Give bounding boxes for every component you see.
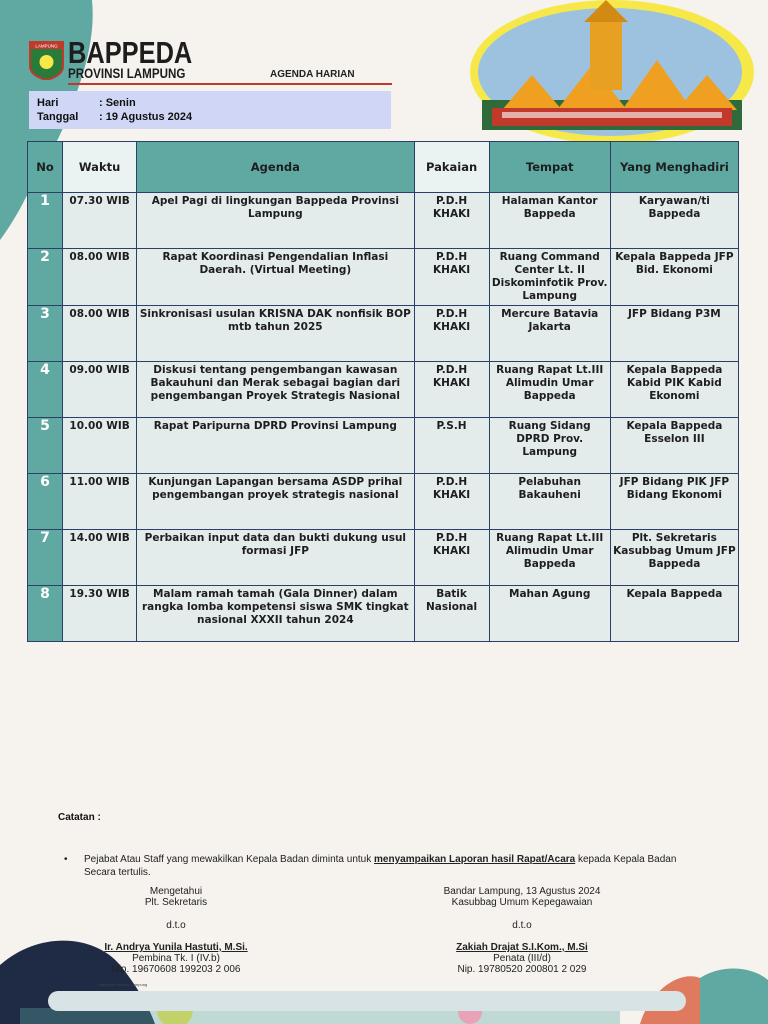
org-title: BAPPEDA [68,35,193,70]
cell-agenda: Malam ramah tamah (Gala Dinner) dalam rangka lomba kompetensi siswa SMK tingkat nasional XXXII tahun 2024 [137,586,414,642]
cell-pakaian: P.S.H [414,418,489,474]
cell-yang-menghadiri: JFP Bidang P3M [610,306,738,362]
date-label: Tanggal [37,111,79,123]
cell-pakaian: Batik Nasional [414,586,489,642]
cell-pakaian: P.D.H KHAKI [414,193,489,249]
sig-left-name: Ir. Andrya Yunila Hastuti, M.Si. [104,942,248,953]
cell-tempat: Ruang Rapat Lt.III Alimudin Umar Bappeda [489,362,610,418]
header-yang-menghadiri: Yang Menghadiri [610,142,738,193]
day-value: : Senin [99,97,136,109]
cell-no: 7 [28,530,63,586]
table-row [28,249,739,306]
cell-tempat: Pelabuhan Bakauheni [489,474,610,530]
table-row [28,362,739,418]
sig-right-rank: Penata (III/d) [493,953,551,964]
sig-right-line2: Kasubbag Umum Kepegawaian [451,897,593,908]
cell-yang-menghadiri: Plt. Sekretaris Kasubbag Umum JFP Bappeda [610,530,738,586]
cell-tempat: Mercure Batavia Jakarta [489,306,610,362]
cell-agenda: Sinkronisasi usulan KRISNA DAK nonfisik BOP mtb tahun 2025 [137,306,414,362]
footer-bar [48,991,686,1011]
note-text-end: kepada Kepala Badan Secara tertulis. [84,854,677,878]
table-row [28,193,739,249]
cell-agenda: Rapat Paripurna DPRD Provinsi Lampung [137,418,414,474]
logo-text: LAMPUNG [35,43,58,49]
cell-no: 2 [28,249,63,306]
day-label: Hari [37,97,59,109]
cell-waktu: 09.00 WIB [63,362,137,418]
cell-yang-menghadiri: Kepala Bappeda Kabid PIK Kabid Ekonomi [610,362,738,418]
header-no: No [28,142,63,193]
header-pakaian: Pakaian [414,142,489,193]
cell-waktu: 19.30 WIB [63,586,137,642]
table-header-row [28,142,739,193]
sig-right-dto: d.t.o [512,920,532,931]
cell-pakaian: P.D.H KHAKI [414,474,489,530]
header-tempat: Tempat [489,142,610,193]
cell-no: 3 [28,306,63,362]
cell-yang-menghadiri: Kepala Bappeda [610,586,738,642]
cell-waktu: 10.00 WIB [63,418,137,474]
cell-agenda: Perbaikan input data dan bukti dukung usul formasi JFP [137,530,414,586]
table-row [28,306,739,362]
sig-right-line1: Bandar Lampung, 13 Agustus 2024 [443,886,601,897]
cell-agenda: Kunjungan Lapangan bersama ASDP prihal pengembangan proyek strategis nasional [137,474,414,530]
cell-agenda: Apel Pagi di lingkungan Bappeda Provinsi Lampung [137,193,414,249]
cell-tempat: Ruang Rapat Lt.III Alimudin Umar Bappeda [489,530,610,586]
province-logo [28,40,65,80]
cell-waktu: 07.30 WIB [63,193,137,249]
sig-left-rank: Pembina Tk. I (IV.b) [132,953,220,964]
sig-right-name: Zakiah Drajat S.I.Kom., M.Si [456,942,588,953]
cell-tempat: Mahan Agung [489,586,610,642]
document-title: AGENDA HARIAN [270,69,355,80]
cell-no: 4 [28,362,63,418]
sig-left-line2: Plt. Sekretaris [144,897,208,908]
header-divider [68,83,392,85]
table-row [28,474,739,530]
table-row [28,418,739,474]
cell-tempat: Ruang Sidang DPRD Prov. Lampung [489,418,610,474]
cell-waktu: 14.00 WIB [63,530,137,586]
notes-heading: Catatan : [58,812,101,823]
header-agenda: Agenda [137,142,414,193]
footer-tiny-text: Bappeda Provinsi Lampung [98,982,148,987]
header-waktu: Waktu [63,142,137,193]
cell-yang-menghadiri: Karyawan/ti Bappeda [610,193,738,249]
cell-no: 6 [28,474,63,530]
table-row [28,530,739,586]
sig-right-nip: Nip. 19780520 200801 2 029 [457,964,587,975]
agenda-table [27,141,739,642]
cell-pakaian: P.D.H KHAKI [414,306,489,362]
signature-right [404,886,640,975]
cell-yang-menghadiri: JFP Bidang PIK JFP Bidang Ekonomi [610,474,738,530]
cell-agenda: Diskusi tentang pengembangan kawasan Bakauhuni dan Merak sebagai bagian dari pengembangan Proyek Strategis Nasional [137,362,414,418]
org-subtitle: PROVINSI LAMPUNG [68,66,186,81]
building-illustration [462,0,762,145]
note-text-start: Pejabat Atau Staff yang mewakilkan Kepala Badan diminta untuk [84,854,372,865]
date-value: : 19 Agustus 2024 [99,111,193,123]
cell-no: 8 [28,586,63,642]
cell-waktu: 08.00 WIB [63,249,137,306]
note-text-emphasis: menyampaikan Laporan hasil Rapat/Acara [374,854,576,865]
notes-item [66,853,706,879]
signature-left [58,886,294,975]
cell-pakaian: P.D.H KHAKI [414,249,489,306]
sig-left-line1: Mengetahui [149,886,203,897]
table-row [28,586,739,642]
cell-tempat: Halaman Kantor Bappeda [489,193,610,249]
cell-yang-menghadiri: Kepala Bappeda Esselon III [610,418,738,474]
cell-tempat: Ruang Command Center Lt. II Diskominfotik Prov. Lampung [489,249,610,306]
date-block [29,91,391,129]
sig-left-dto: d.t.o [166,920,186,931]
cell-waktu: 11.00 WIB [63,474,137,530]
cell-pakaian: P.D.H KHAKI [414,362,489,418]
cell-no: 5 [28,418,63,474]
cell-yang-menghadiri: Kepala Bappeda JFP Bid. Ekonomi [610,249,738,306]
cell-agenda: Rapat Koordinasi Pengendalian Inflasi Daerah. (Virtual Meeting) [137,249,414,306]
bullet: • [64,854,68,865]
cell-no: 1 [28,193,63,249]
sig-left-nip: Nip. 19670608 199203 2 006 [111,964,241,975]
cell-pakaian: P.D.H KHAKI [414,530,489,586]
cell-waktu: 08.00 WIB [63,306,137,362]
